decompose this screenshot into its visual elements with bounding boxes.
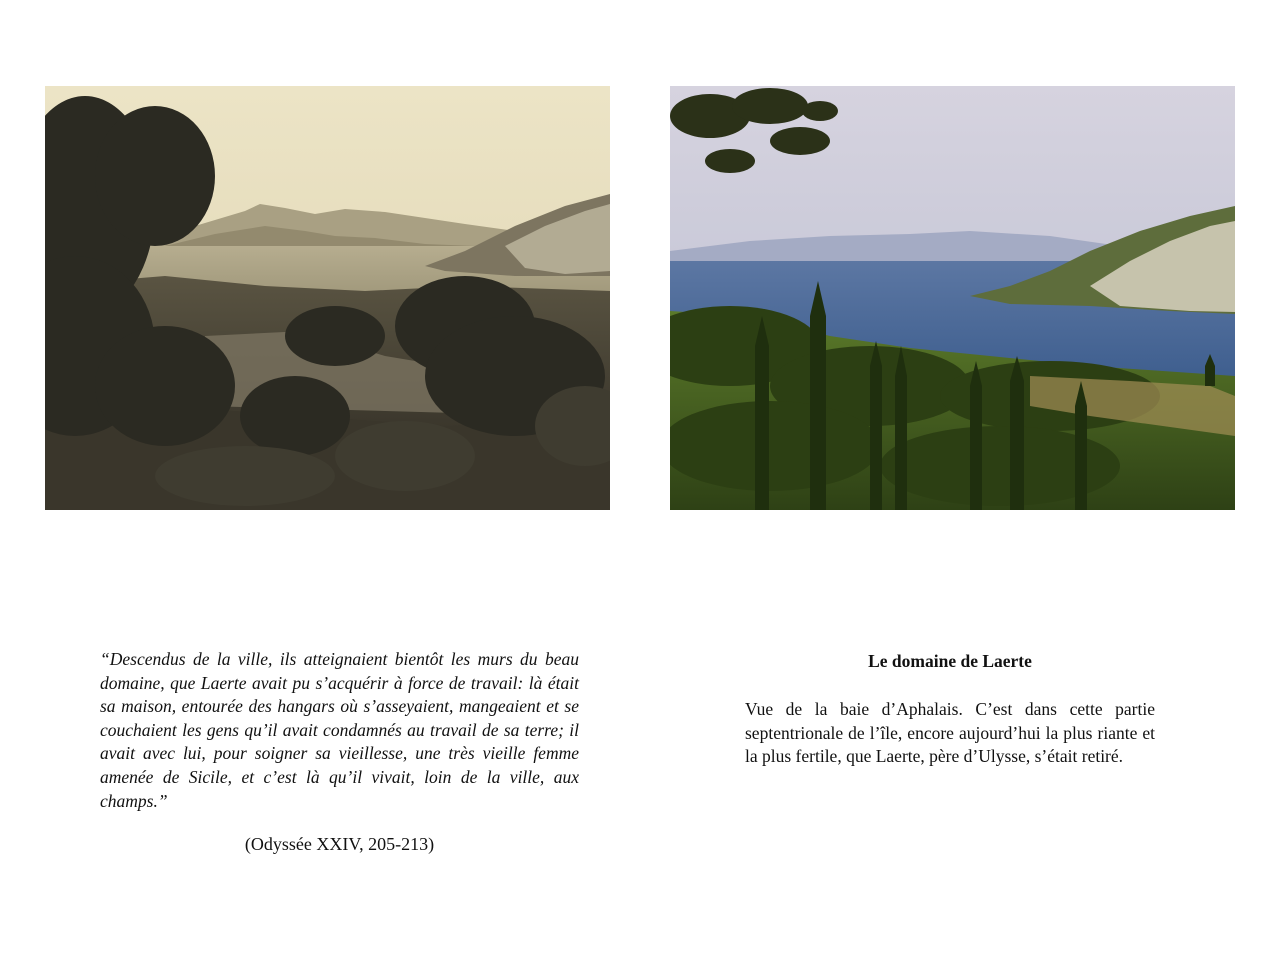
- quote-citation: (Odyssée XXIV, 205-213): [244, 834, 435, 854]
- caption-body: Vue de la baie d’Aphalais. C’est dans cette partie septentrionale de l’île, encore aujourd’hui la plus riante et la plus fertile, que Laerte, père d’Ulysse, s’était retiré.: [745, 699, 1155, 767]
- sepia-landscape-photo: [45, 86, 610, 510]
- color-landscape-photo: [670, 86, 1235, 510]
- color-landscape-image: [670, 86, 1235, 510]
- caption-title: Le domaine de Laerte: [868, 651, 1032, 671]
- sepia-landscape-image: [45, 86, 610, 510]
- odyssey-quote: “Descendus de la ville, ils atteignaient bientôt les murs du beau domaine, que Laerte avait pu s’acquérir à force de travail: là était sa maison, entourée des hangars où s’asseyaient, mangeaient et se couchaient les gens qu’il avait condamnés au travail de sa terre; il avait avec lui, pour soigner sa vieillesse, une très vieille femme amenée de Sicile, et c’est là qu’il vivait, loin de la ville, aux champs.”: [100, 649, 579, 811]
